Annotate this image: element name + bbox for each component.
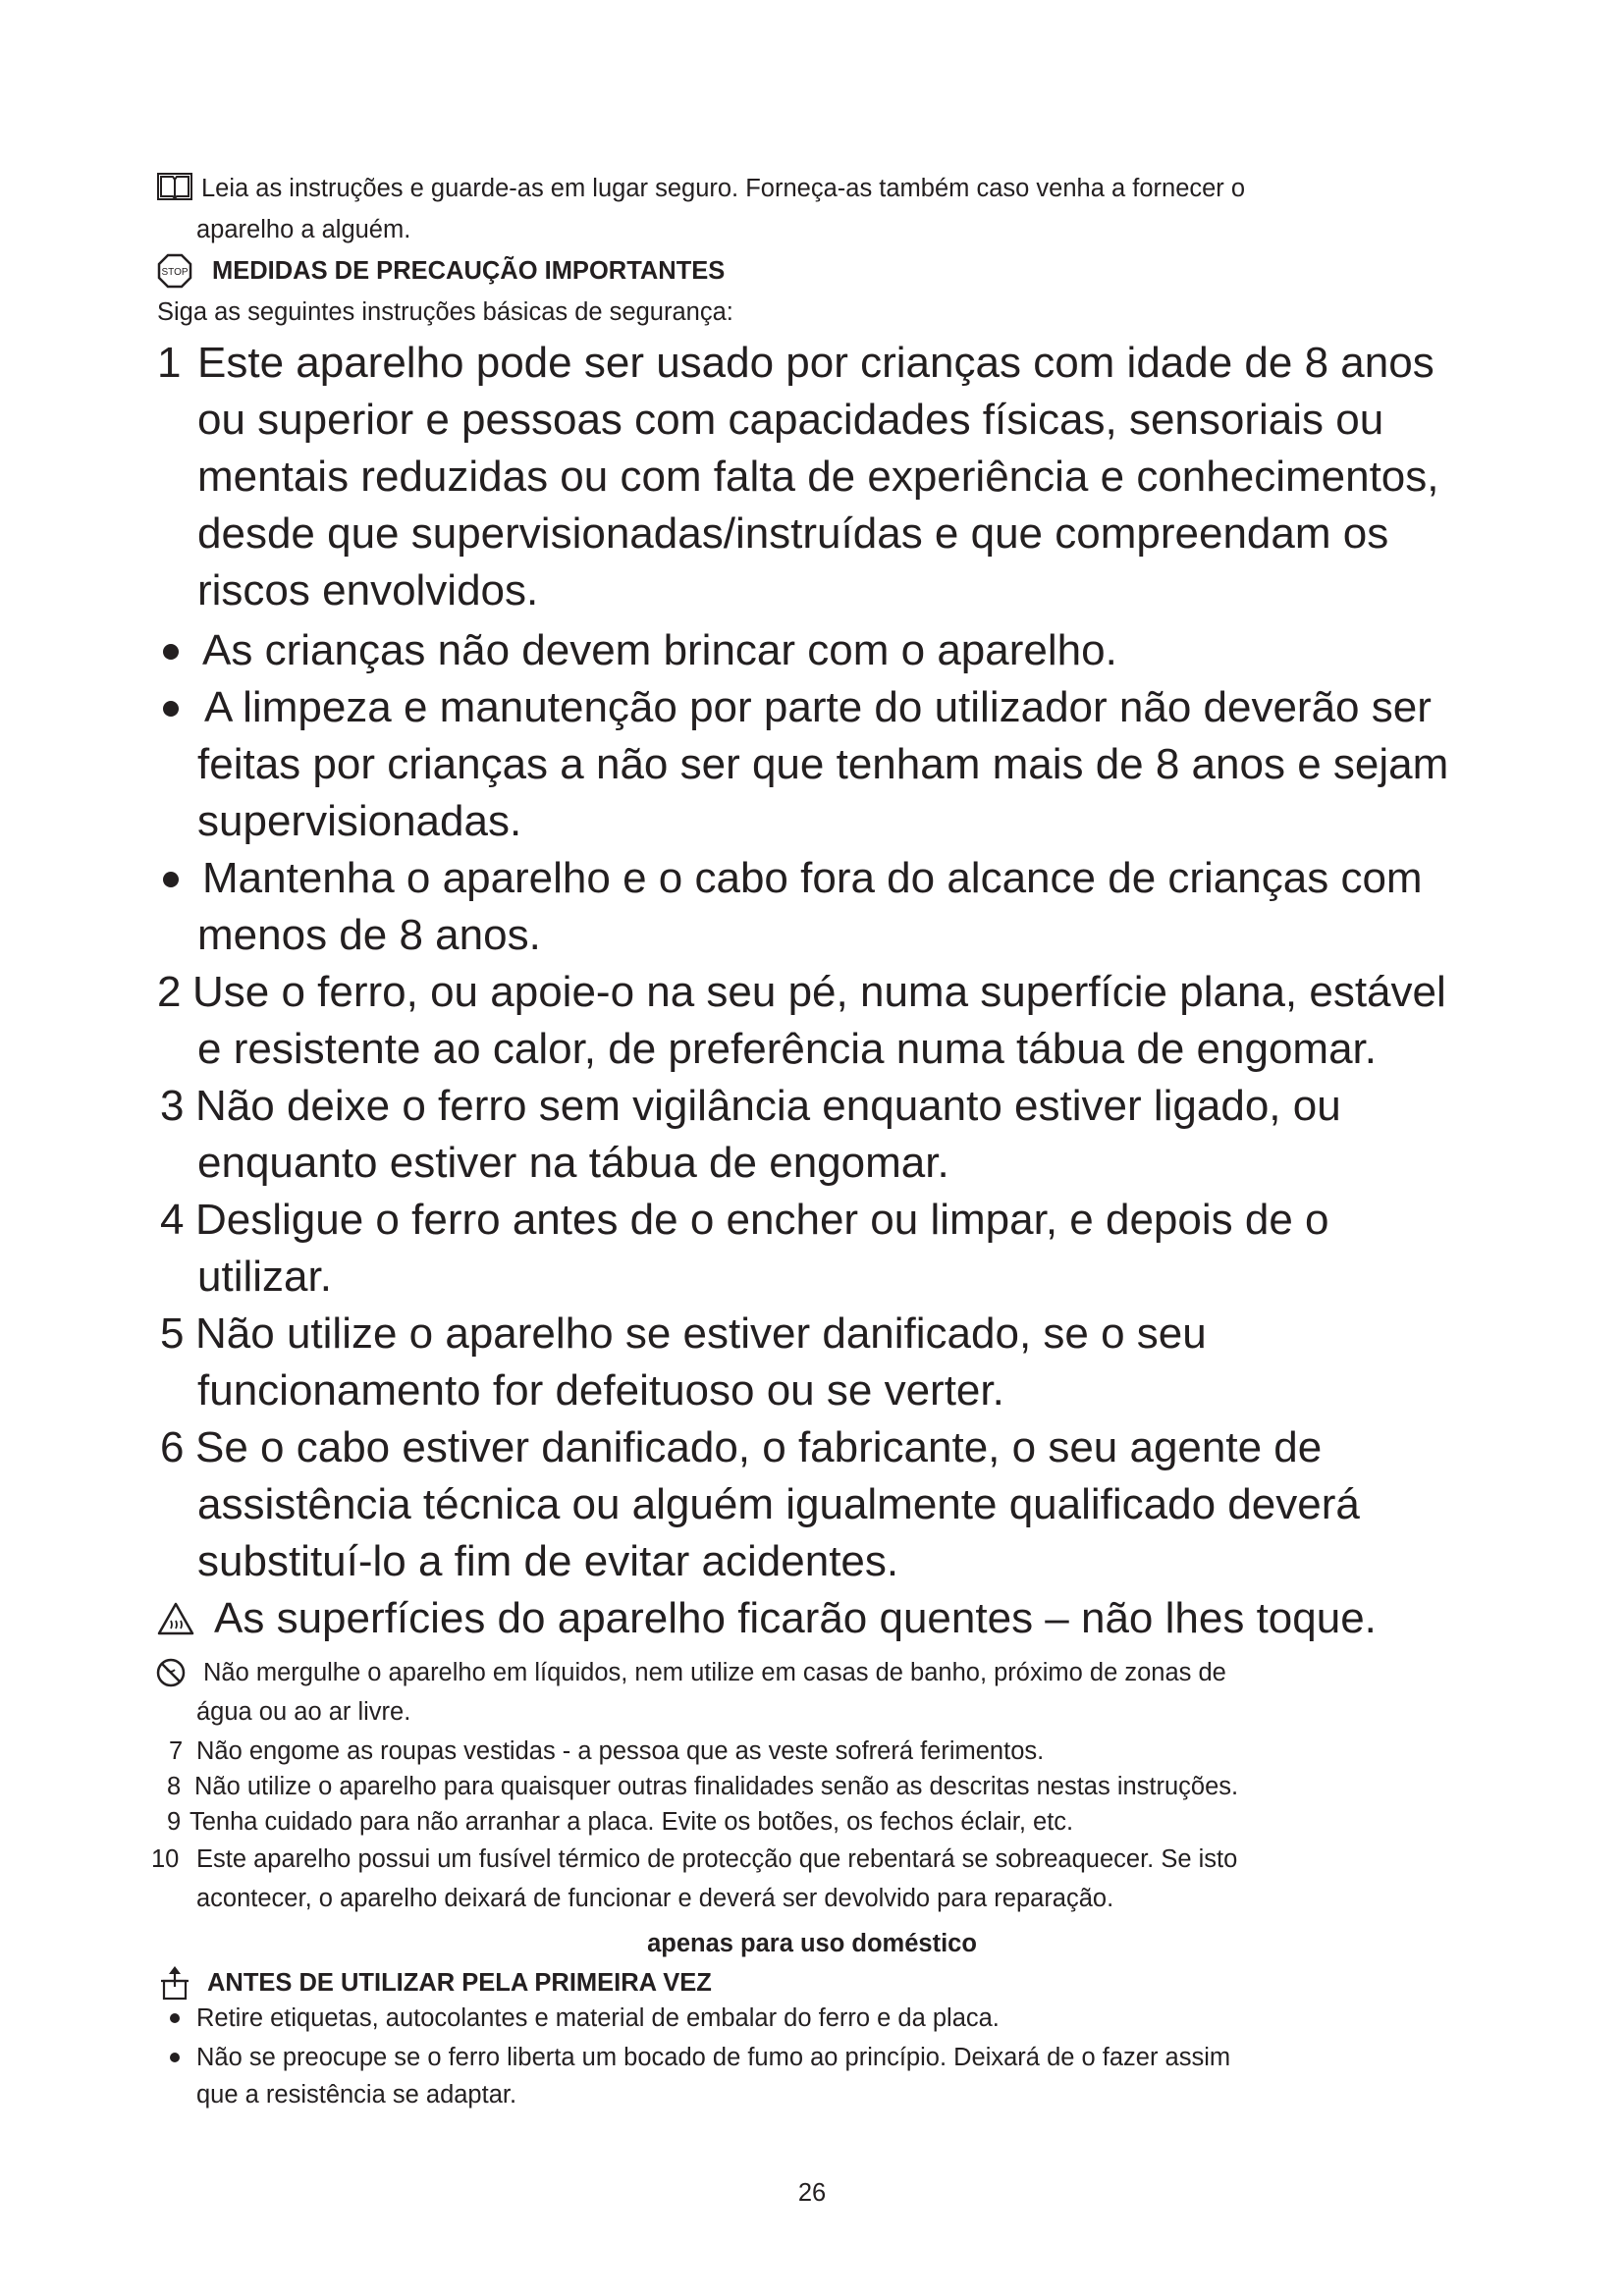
item-10-line-1: Este aparelho possui um fusível térmico de protecção que rebentará se sobreaquecer. Se isto: [196, 1845, 1238, 1873]
item-5-line-1: Não utilize o aparelho se estiver danificado, se o seu: [195, 1309, 1207, 1358]
page-number: 26: [797, 2179, 827, 2207]
precautions-heading: MEDIDAS DE PRECAUÇÃO IMPORTANTES: [212, 257, 726, 285]
item-5-line-2: funcionamento for defeituoso ou se verter.: [197, 1366, 1004, 1415]
intro-line-2: aparelho a alguém.: [196, 216, 411, 243]
item-8-number: 8: [167, 1773, 182, 1800]
book-icon: [157, 173, 192, 205]
first-use-heading: ANTES DE UTILIZAR PELA PRIMEIRA VEZ: [207, 1969, 712, 1997]
bullet-3-line-1: Mantenha o aparelho e o cabo fora do alcance de crianças com: [202, 854, 1423, 902]
item-1-line-2: ou superior e pessoas com capacidades físicas, sensoriais ou: [197, 396, 1384, 444]
item-1-line-3: mentais reduzidas ou com falta de experiência e conhecimentos,: [197, 453, 1439, 501]
item-7-text: Não engome as roupas vestidas - a pessoa que as veste sofrerá ferimentos.: [196, 1737, 1045, 1765]
domestic-use-note: apenas para uso doméstico: [647, 1930, 977, 1957]
item-7-number: 7: [169, 1737, 184, 1765]
svg-text:STOP: STOP: [161, 267, 189, 278]
item-6-line-1: Se o cabo estiver danificado, o fabricante, o seu agente de: [195, 1423, 1323, 1471]
bullet-1-line-1: As crianças não devem brincar com o aparelho.: [202, 626, 1117, 674]
bullet-2-line-2: feitas por crianças a não ser que tenham mais de 8 anos e sejam: [197, 740, 1449, 788]
item-5-number: 5: [160, 1309, 185, 1358]
bullet-icon: [170, 2053, 180, 2062]
item-6-number: 6: [160, 1423, 185, 1471]
item-1-line-4: desde que supervisionadas/instruídas e que compreendam os: [197, 509, 1389, 558]
first-use-bullet-1: Retire etiquetas, autocolantes e material de embalar do ferro e da placa.: [196, 2004, 1000, 2032]
item-4-number: 4: [160, 1196, 185, 1244]
stop-icon: [157, 253, 192, 294]
bullet-3-line-2: menos de 8 anos.: [197, 911, 541, 959]
bullet-icon: [163, 644, 179, 660]
item-2-line-2: e resistente ao calor, de preferência numa tábua de engomar.: [197, 1025, 1377, 1073]
item-6-line-3: substituí-lo a fim de evitar acidentes.: [197, 1537, 899, 1585]
item-8-text: Não utilize o aparelho para quaisquer outras finalidades senão as descritas nestas instruções.: [194, 1773, 1239, 1800]
item-2-number: 2: [157, 968, 182, 1016]
item-1-line-1: Este aparelho pode ser usado por crianças com idade de 8 anos: [197, 339, 1435, 387]
first-use-bullet-2-line-2: que a resistência se adaptar.: [196, 2081, 517, 2109]
bullet-icon: [163, 872, 179, 887]
item-2-line-1: Use o ferro, ou apoie-o na seu pé, numa superfície plana, estável: [192, 968, 1446, 1016]
bullet-icon: [170, 2013, 180, 2023]
item-9-number: 9: [167, 1808, 182, 1836]
bullet-2-line-1: A limpeza e manutenção por parte do utilizador não deverão ser: [204, 683, 1432, 731]
item-3-line-1: Não deixe o ferro sem vigilância enquanto estiver ligado, ou: [195, 1082, 1341, 1130]
water-warning-line-1: Não mergulhe o aparelho em líquidos, nem utilize em casas de banho, próximo de zonas de: [203, 1659, 1226, 1686]
precautions-subheading: Siga as seguintes instruções básicas de segurança:: [157, 298, 733, 326]
item-6-line-2: assistência técnica ou alguém igualmente qualificado deverá: [197, 1480, 1360, 1528]
item-10-line-2: acontecer, o aparelho deixará de funcionar e deverá ser devolvido para reparação.: [196, 1885, 1114, 1912]
unpack-icon: [159, 1965, 190, 2005]
bullet-2-line-3: supervisionadas.: [197, 797, 522, 845]
first-use-bullet-2-line-1: Não se preocupe se o ferro liberta um bocado de fumo ao princípio. Deixará de o fazer assim: [196, 2044, 1231, 2071]
item-1-line-5: riscos envolvidos.: [197, 566, 539, 614]
item-1-number: 1: [157, 339, 182, 387]
item-3-line-2: enquanto estiver na tábua de engomar.: [197, 1139, 949, 1187]
hot-surface-icon: [157, 1602, 194, 1640]
item-4-line-2: utilizar.: [197, 1253, 332, 1301]
bullet-icon: [163, 701, 179, 717]
no-water-icon: [155, 1657, 187, 1693]
hot-warning: As superfícies do aparelho ficarão quentes – não lhes toque.: [214, 1594, 1377, 1642]
water-warning-line-2: água ou ao ar livre.: [196, 1698, 411, 1726]
item-3-number: 3: [160, 1082, 185, 1130]
intro-line-1: Leia as instruções e guarde-as em lugar seguro. Forneça-as também caso venha a fornecer o: [201, 175, 1246, 202]
item-4-line-1: Desligue o ferro antes de o encher ou limpar, e depois de o: [195, 1196, 1329, 1244]
item-10-number: 10: [151, 1845, 180, 1873]
item-9-text: Tenha cuidado para não arranhar a placa. Evite os botões, os fechos éclair, etc.: [189, 1808, 1074, 1836]
